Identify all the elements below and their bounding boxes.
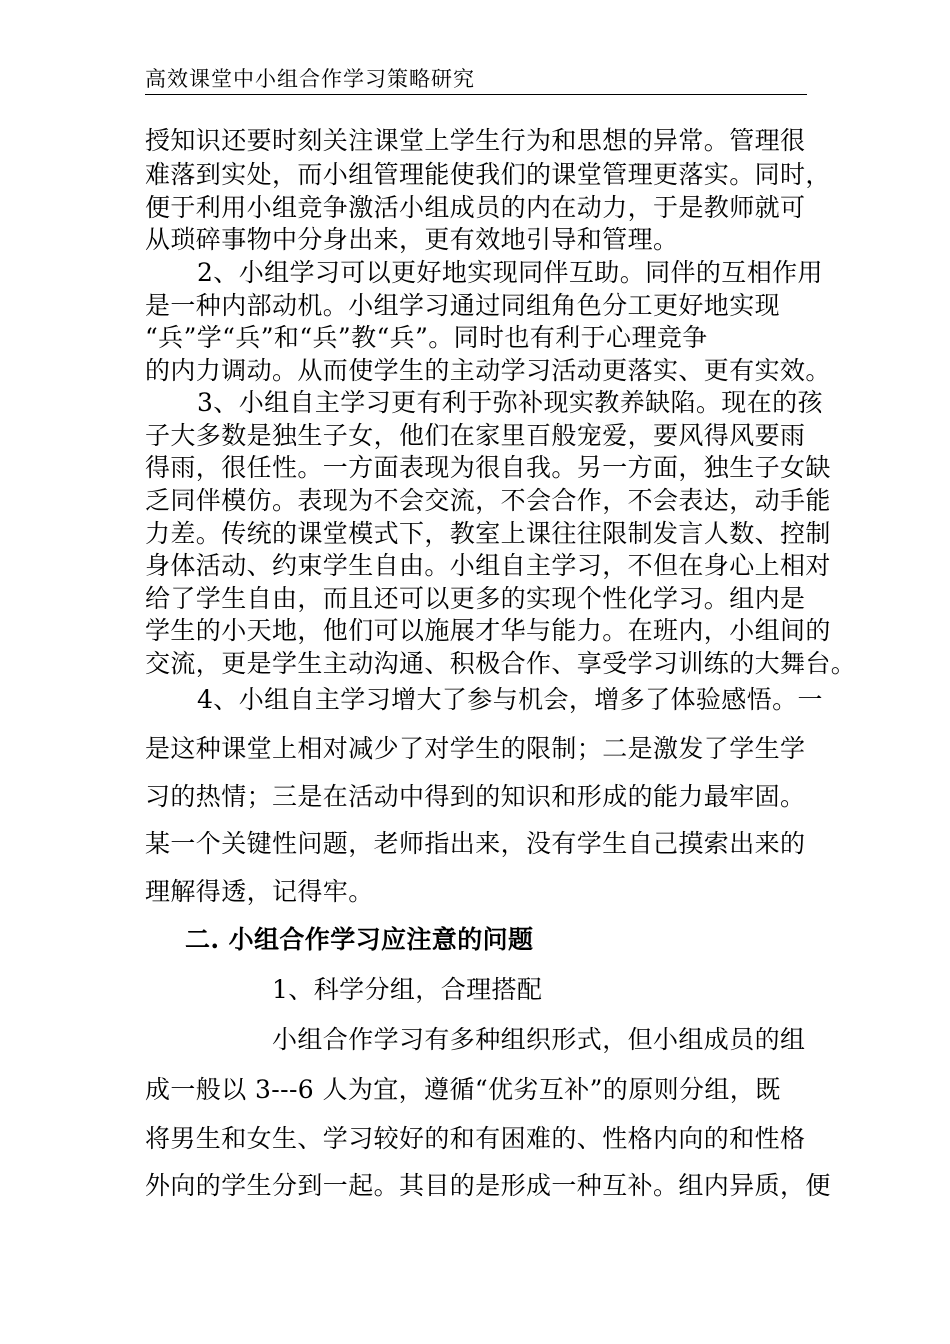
subsection-heading: 1、科学分组，合理搭配 <box>272 975 543 1004</box>
body-line: 授知识还要时刻关注课堂上学生行为和思想的异常。管理很 <box>145 126 806 155</box>
body-line: 给了学生自由，而且还可以更多的实现个性化学习。组内是 <box>145 584 806 613</box>
body-line: 4、小组自主学习增大了参与机会，增多了体验感悟。一 <box>197 685 823 714</box>
body-line: 难落到实处，而小组管理能使我们的课堂管理更落实。同时， <box>145 160 831 189</box>
body-line: 学生的小天地，他们可以施展才华与能力。在班内，小组间的 <box>145 616 831 645</box>
body-line: 乏同伴模仿。表现为不会交流，不会合作，不会表达，动手能 <box>145 486 831 515</box>
body-line: 子大多数是独生子女，他们在家里百般宠爱，要风得风要雨 <box>145 421 806 450</box>
body-line: 某一个关键性问题，老师指出来，没有学生自己摸索出来的 <box>145 829 806 858</box>
body-line: 从琐碎事物中分身出来，更有效地引导和管理。 <box>145 225 679 254</box>
body-line: 交流，更是学生主动沟通、积极合作、享受学习训练的大舞台。 <box>145 649 857 678</box>
body-line: 得雨，很任性。一方面表现为很自我。另一方面，独生子女缺 <box>145 453 831 482</box>
section-heading: 二. 小组合作学习应注意的问题 <box>185 925 534 954</box>
page-header-title: 高效课堂中小组合作学习策略研究 <box>145 67 475 91</box>
body-line: 是一种内部动机。小组学习通过同组角色分工更好地实现 <box>145 291 781 320</box>
body-line: 小组合作学习有多种组织形式，但小组成员的组 <box>272 1025 806 1054</box>
body-line: 2、小组学习可以更好地实现同伴互助。同伴的互相作用 <box>197 258 823 287</box>
body-line: 理解得透，记得牢。 <box>145 877 374 906</box>
body-line: 成一般以 3---6 人为宜，遵循“优劣互补”的原则分组，既 <box>145 1075 781 1104</box>
body-line: 力差。传统的课堂模式下，教室上课往往限制发言人数、控制 <box>145 519 831 548</box>
body-line: “兵”学“兵”和“兵”教“兵”。同时也有利于心理竞争 <box>145 323 708 352</box>
body-line: 外向的学生分到一起。其目的是形成一种互补。组内异质，便 <box>145 1171 831 1200</box>
body-line: 的内力调动。从而使学生的主动学习活动更落实、更有实效。 <box>145 356 831 385</box>
body-line: 习的热情；三是在活动中得到的知识和形成的能力最牢固。 <box>145 782 806 811</box>
body-line: 身体活动、约束学生自由。小组自主学习，不但在身心上相对 <box>145 551 831 580</box>
body-line: 便于利用小组竞争激活小组成员的内在动力，于是教师就可 <box>145 193 806 222</box>
body-line: 3、小组自主学习更有利于弥补现实教养缺陷。现在的孩 <box>197 388 823 417</box>
body-line: 是这种课堂上相对减少了对学生的限制；二是激发了学生学 <box>145 734 806 763</box>
body-line: 将男生和女生、学习较好的和有困难的、性格内向的和性格 <box>145 1124 806 1153</box>
page-header <box>145 64 807 95</box>
